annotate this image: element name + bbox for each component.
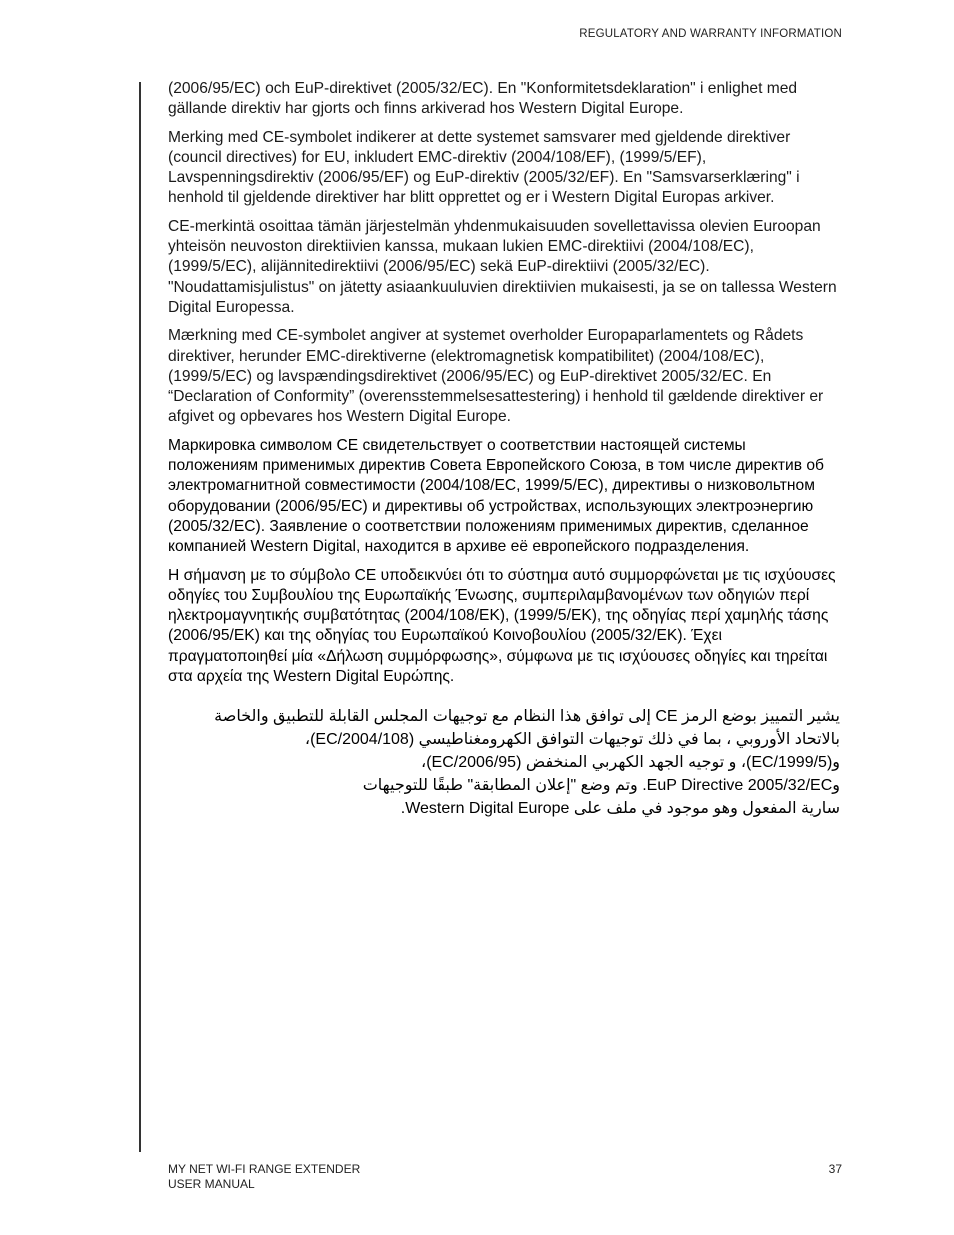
paragraph-arabic (168, 705, 840, 820)
paragraph-russian: Маркировка символом CE свидетельствует о соответствии настоящей системы положениям применимых директив Совета Европейского Союза, в том числе директив об электромагнитной совместимости (2004/108/EC, 1999/5/EC), директивы о низковольтном оборудовании (2006/95/EC) и директивы об устройствах, использующих электроэнергию (2005/32/EC). Заявление о соответствии положениям применимых директив, сделанное компанией Western Digital, находится в архиве её европейского подразделения. (168, 436, 824, 556)
paragraph-finnish: CE-merkintä osoittaa tämän järjestelmän yhdenmukaisuuden sovellettavissa olevien Euroopan yhteisön neuvoston direktiivien kanssa, mukaan lukien EMC-direktiivi (2004/108/EC), (1999/5/EC), alijännitedirektiivi (2006/95/EC) sekä EuP-direktiivi (2005/32/EC). "Noudattamisjulistus" on jätetty asiaankuuluvien direktiivien mukaisesti, ja se on tallessa Western Digital Europessa. (168, 217, 837, 316)
footer-product-info (168, 1162, 360, 1192)
page-number: 37 (828, 1162, 842, 1176)
arabic-line: وEuP Directive 2005/32/EC. وتم وضع "إعلان المطابقة" طبقًا للتوجيهات (362, 777, 840, 795)
arabic-line: و(1999/5/EC)، و توجيه الجهد الكهربي المنخفض (2006/95/EC)، (421, 754, 840, 772)
margin-rule (139, 82, 141, 1152)
body-text (168, 79, 840, 828)
arabic-line: سارية المفعول وهو موجود في ملف على Western Digital Europe. (400, 800, 840, 818)
running-header: REGULATORY AND WARRANTY INFORMATION (579, 28, 842, 40)
paragraph-danish: Mærkning med CE-symbolet angiver at systemet overholder Europaparlamentets og Rådets direktiver, herunder EMC-direktiverne (elektromagnetisk kompatibilitet) (2004/108/EC), (1999/5/EC) og lavspændingsdirektivet (2006/95/EC) og EuP-direktivet 2005/32/EC. En “Declaration of Conformity” (overensstemmelsesattestering) i henhold til gældende direktiver er afgivet og opbevares hos Western Digital Europe. (168, 327, 824, 426)
arabic-line: يشير التمييز بوضع الرمز CE إلى توافق هذا النظام مع توجيهات المجلس القابلة للتطبيق والخاصة (214, 708, 840, 726)
arabic-line: بالاتحاد الأوروبي ، بما في ذلك توجيهات التوافق الكهرومغناطيسي (2004/108/EC)، (304, 731, 840, 749)
paragraph-swedish: (2006/95/EC) och EuP-direktivet (2005/32/EC). En "Konformitetsdeklaration" i enlighet med gällande direktiv har gjorts och finns arkiverad hos Western Digital Europe. (168, 80, 798, 118)
paragraph-greek: Η σήμανση με το σύμβολο CE υποδεικνύει ότι το σύστημα αυτό συμμορφώνεται με τις ισχύουσες οδηγίες του Συμβουλίου της Ευρωπαϊκής Ένωσης, συμπεριλαμβανομένων των οδηγιών περί ηλεκτρομαγνητικής συμβατότητας (2004/108/EK), (1999/5/EK), της οδηγίας περί χαμηλής τάσης (2006/95/EK) και της οδηγίας του Ευρωπαϊκού Κοινοβουλίου (2005/32/EK). Έχει πραγματοποιηθεί μία «Δήλωση συμμόρφωσης», σύμφωνα με τις ισχύουσες οδηγίες και τηρείται στα αρχεία της Western Digital Ευρώπης. (168, 566, 836, 686)
footer-product-name: MY NET WI-FI RANGE EXTENDER (168, 1162, 361, 1176)
footer-doc-name: USER MANUAL (168, 1177, 255, 1191)
paragraph-norwegian: Merking med CE-symbolet indikerer at dette systemet samsvarer med gjeldende direktiver (council directives) for EU, inkludert EMC-direktiv (2004/108/EF), (1999/5/EF), Lavspenningsdirektiv (2006/95/EF) og EuP-direktiv (2005/32/EF). En "Samsvarserklæring" i henhold til gjeldende direktiver har blitt opprettet og er i Western Digital Europas arkiver. (168, 128, 800, 207)
